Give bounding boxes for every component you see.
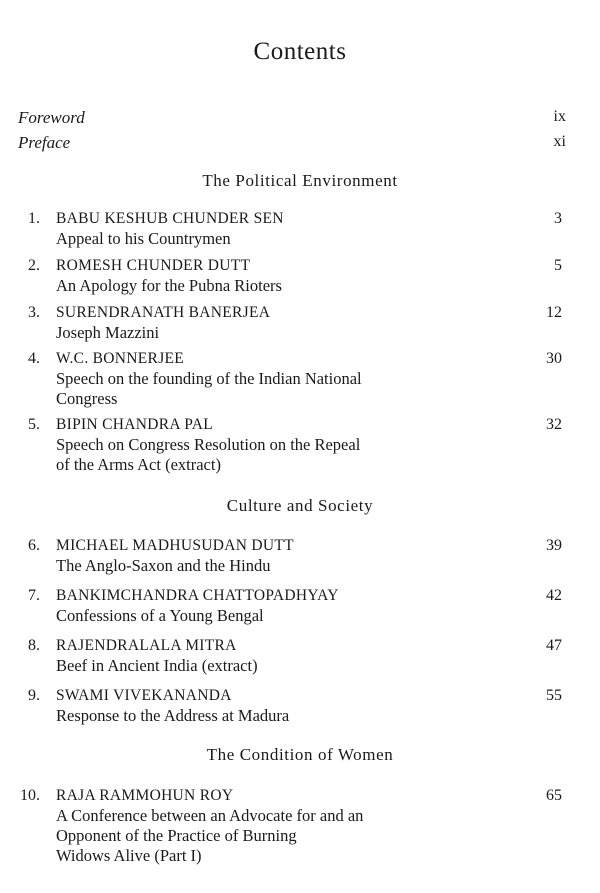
entry-title [56, 556, 456, 576]
entry-title-line: An Apology for the Pubna Rioters [56, 276, 282, 295]
entry-title [56, 656, 456, 676]
entry-page: 42 [546, 587, 562, 604]
entry-number: 8. [28, 637, 40, 654]
entry-author: RAJENDRALALA MITRA [56, 637, 237, 654]
entry-title [56, 369, 456, 409]
entry-page: 32 [546, 416, 562, 433]
section-heading: Culture and Society [226, 496, 374, 515]
entry-page: 5 [554, 257, 562, 274]
entry-page: 39 [546, 537, 562, 554]
entry-author: BIPIN CHANDRA PAL [56, 416, 213, 433]
entry-page: 30 [546, 350, 562, 367]
entry-title-line: A Conference between an Advocate for and an [56, 806, 364, 825]
entry-title-line: Widows Alive (Part I) [56, 846, 202, 865]
page-title: Contents [253, 38, 347, 65]
entry-number: 6. [28, 537, 40, 554]
entry-title-line: The Anglo-Saxon and the Hindu [56, 556, 271, 575]
entry-title-line: Joseph Mazzini [56, 323, 160, 342]
entry-author: BABU KESHUB CHUNDER SEN [56, 210, 284, 227]
entry-author: RAJA RAMMOHUN ROY [56, 787, 234, 804]
entry-page: 12 [546, 304, 562, 321]
entry-author: BANKIMCHANDRA CHATTOPADHYAY [56, 587, 339, 604]
entry-title-line: Confessions of a Young Bengal [56, 606, 264, 625]
entry-title [56, 806, 456, 866]
entry-title-line: Response to the Address at Madura [56, 706, 290, 725]
entry-number: 7. [28, 587, 40, 604]
entry-title-line: Congress [56, 389, 118, 408]
entry-number: 4. [28, 350, 40, 367]
entry-title [56, 229, 456, 249]
section-heading: The Condition of Women [206, 745, 394, 764]
entry-number: 10. [20, 787, 40, 804]
entry-title-line: of the Arms Act (extract) [56, 455, 221, 474]
entry-number: 9. [28, 687, 40, 704]
entry-title-line: Opponent of the Practice of Burning [56, 826, 297, 845]
front-matter-label: Foreword [18, 108, 85, 127]
entry-title [56, 435, 456, 475]
entry-title-line: Appeal to his Countrymen [56, 229, 231, 248]
entry-author: W.C. BONNERJEE [56, 350, 185, 367]
entry-title [56, 606, 456, 626]
entry-author: ROMESH CHUNDER DUTT [56, 257, 251, 274]
entry-number: 5. [28, 416, 40, 433]
entry-author: SURENDRANATH BANERJEA [56, 304, 271, 321]
section-heading: The Political Environment [202, 171, 398, 190]
entry-page: 47 [546, 637, 562, 654]
entry-author: MICHAEL MADHUSUDAN DUTT [56, 537, 294, 554]
entry-author: SWAMI VIVEKANANDA [56, 687, 232, 704]
front-matter-page: ix [553, 108, 566, 125]
entry-number: 1. [28, 210, 40, 227]
entry-page: 3 [554, 210, 562, 227]
entry-title-line: Speech on Congress Resolution on the Repeal [56, 435, 361, 454]
front-matter-foreword [18, 108, 566, 128]
entry-title [56, 706, 456, 726]
entry-number: 2. [28, 257, 40, 274]
entry-title-line: Beef in Ancient India (extract) [56, 656, 258, 675]
entry-page: 55 [546, 687, 562, 704]
front-matter-page: xi [553, 133, 566, 150]
entry-title [56, 323, 456, 343]
entry-title [56, 276, 456, 296]
front-matter-label: Preface [18, 133, 71, 152]
entry-number: 3. [28, 304, 40, 321]
front-matter-preface [18, 133, 566, 153]
entry-title-line: Speech on the founding of the Indian National [56, 369, 362, 388]
entry-page: 65 [546, 787, 562, 804]
